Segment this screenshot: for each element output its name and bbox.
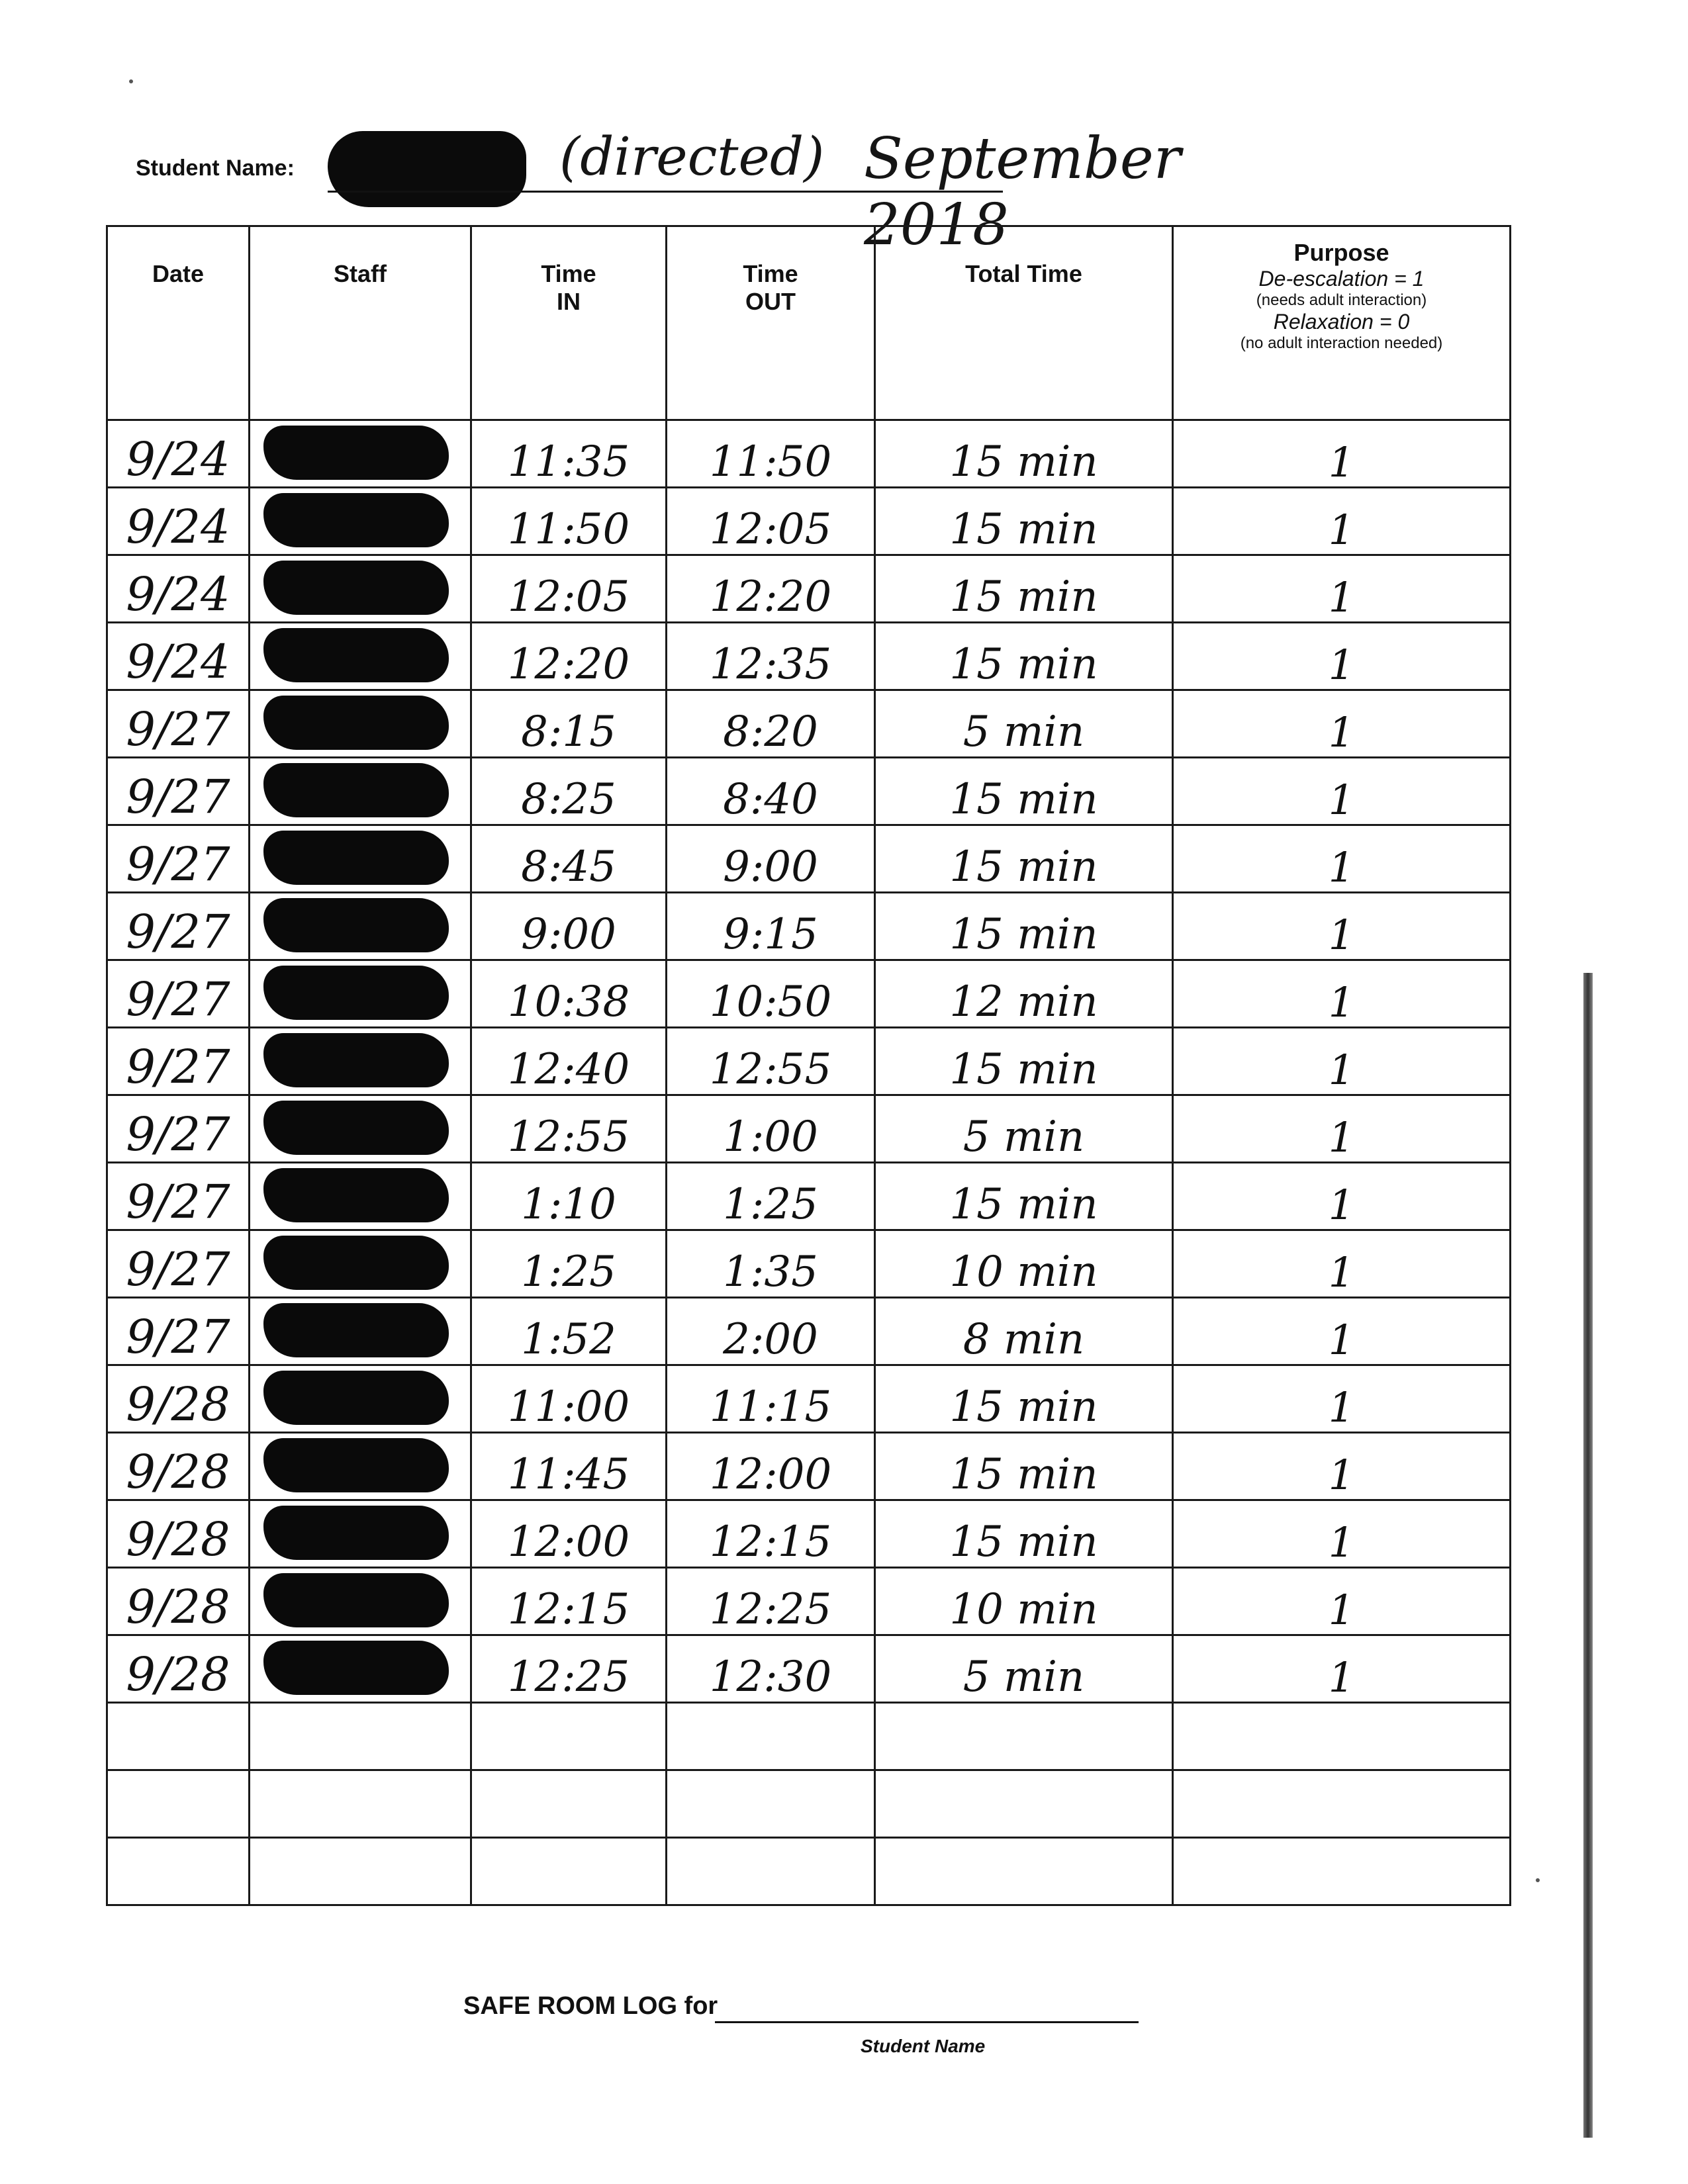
staff-cell — [250, 555, 471, 623]
redacted-staff-name — [263, 1371, 449, 1425]
staff-cell — [250, 825, 471, 893]
total-time-cell: 8 min — [875, 1298, 1173, 1365]
empty-cell — [875, 1703, 1173, 1770]
total-time-cell: 15 min — [875, 825, 1173, 893]
table-row — [107, 1028, 1511, 1095]
staff-cell — [250, 1095, 471, 1163]
staff-cell — [250, 1433, 471, 1500]
time-in-cell: 12:55 — [471, 1095, 667, 1163]
table-row — [107, 1500, 1511, 1568]
total-time-cell: 10 min — [875, 1230, 1173, 1298]
staff-cell — [250, 1365, 471, 1433]
empty-cell — [107, 1770, 250, 1838]
total-time-cell: 15 min — [875, 893, 1173, 960]
redacted-staff-name — [263, 1101, 449, 1155]
staff-cell — [250, 1635, 471, 1703]
footer-underline — [715, 2021, 1139, 2023]
purpose-cell: 1 — [1173, 1635, 1511, 1703]
footer — [463, 1992, 1192, 2071]
total-time-cell: 15 min — [875, 1500, 1173, 1568]
purpose-cell: 1 — [1173, 758, 1511, 825]
empty-cell — [471, 1770, 667, 1838]
col-time-out: Time OUT — [667, 226, 875, 420]
table-row — [107, 1635, 1511, 1703]
table-header-row — [107, 226, 1511, 420]
table-row — [107, 488, 1511, 555]
empty-cell — [667, 1838, 875, 1905]
table-row — [107, 758, 1511, 825]
empty-row — [107, 1703, 1511, 1770]
empty-cell — [875, 1770, 1173, 1838]
time-in-cell: 1:25 — [471, 1230, 667, 1298]
date-cell: 9/24 — [107, 623, 250, 690]
staff-cell — [250, 1298, 471, 1365]
time-out-cell: 12:25 — [667, 1568, 875, 1635]
scan-speck — [129, 79, 133, 83]
redacted-staff-name — [263, 1573, 449, 1627]
staff-cell — [250, 758, 471, 825]
staff-cell — [250, 1163, 471, 1230]
time-in-cell: 12:00 — [471, 1500, 667, 1568]
time-out-cell: 1:25 — [667, 1163, 875, 1230]
total-time-cell: 15 min — [875, 555, 1173, 623]
purpose-cell: 1 — [1173, 555, 1511, 623]
table-row — [107, 1568, 1511, 1635]
purpose-cell: 1 — [1173, 825, 1511, 893]
total-time-cell: 5 min — [875, 690, 1173, 758]
empty-cell — [1173, 1770, 1511, 1838]
purpose-cell: 1 — [1173, 1028, 1511, 1095]
purpose-cell: 1 — [1173, 623, 1511, 690]
total-time-cell: 12 min — [875, 960, 1173, 1028]
col-date: Date — [107, 226, 250, 420]
total-time-cell: 15 min — [875, 623, 1173, 690]
time-out-cell: 1:35 — [667, 1230, 875, 1298]
purpose-cell: 1 — [1173, 1365, 1511, 1433]
total-time-cell: 15 min — [875, 1028, 1173, 1095]
redacted-student-name — [328, 131, 526, 207]
purpose-cell: 1 — [1173, 1095, 1511, 1163]
col-purpose: Purpose De-escalation = 1 (needs adult interaction) Relaxation = 0 (no adult interaction needed) — [1173, 226, 1511, 420]
empty-cell — [1173, 1838, 1511, 1905]
staff-cell — [250, 420, 471, 488]
purpose-cell: 1 — [1173, 1433, 1511, 1500]
purpose-cell: 1 — [1173, 1298, 1511, 1365]
time-in-cell: 12:15 — [471, 1568, 667, 1635]
date-cell: 9/24 — [107, 420, 250, 488]
student-name-label: Student Name: — [136, 156, 295, 181]
staff-cell — [250, 1500, 471, 1568]
empty-row — [107, 1838, 1511, 1905]
total-time-cell: 10 min — [875, 1568, 1173, 1635]
time-in-cell: 8:45 — [471, 825, 667, 893]
redacted-staff-name — [263, 426, 449, 480]
empty-cell — [471, 1703, 667, 1770]
table-row — [107, 1433, 1511, 1500]
time-in-cell: 12:20 — [471, 623, 667, 690]
table-row — [107, 893, 1511, 960]
purpose-cell: 1 — [1173, 1230, 1511, 1298]
scan-edge-mark — [1583, 973, 1593, 2138]
purpose-cell: 1 — [1173, 1568, 1511, 1635]
empty-row — [107, 1770, 1511, 1838]
date-cell: 9/27 — [107, 1095, 250, 1163]
empty-cell — [250, 1703, 471, 1770]
purpose-cell: 1 — [1173, 893, 1511, 960]
time-in-cell: 12:25 — [471, 1635, 667, 1703]
purpose-cell: 1 — [1173, 1163, 1511, 1230]
time-out-cell: 8:20 — [667, 690, 875, 758]
date-cell: 9/27 — [107, 1163, 250, 1230]
time-out-cell: 12:30 — [667, 1635, 875, 1703]
time-in-cell: 12:05 — [471, 555, 667, 623]
staff-cell — [250, 1230, 471, 1298]
time-out-cell: 12:20 — [667, 555, 875, 623]
total-time-cell: 15 min — [875, 1433, 1173, 1500]
table-row — [107, 1230, 1511, 1298]
redacted-staff-name — [263, 1303, 449, 1357]
total-time-cell: 5 min — [875, 1095, 1173, 1163]
date-cell: 9/27 — [107, 1028, 250, 1095]
redacted-staff-name — [263, 696, 449, 750]
purpose-cell: 1 — [1173, 960, 1511, 1028]
time-out-cell: 8:40 — [667, 758, 875, 825]
date-cell: 9/27 — [107, 758, 250, 825]
time-in-cell: 11:50 — [471, 488, 667, 555]
safe-room-log-table — [106, 225, 1511, 1906]
time-in-cell: 12:40 — [471, 1028, 667, 1095]
empty-cell — [875, 1838, 1173, 1905]
table-row — [107, 1163, 1511, 1230]
redacted-staff-name — [263, 1168, 449, 1222]
time-in-cell: 1:10 — [471, 1163, 667, 1230]
staff-cell — [250, 1028, 471, 1095]
table-row — [107, 1365, 1511, 1433]
directed-note: (directed) — [559, 126, 825, 187]
date-cell: 9/28 — [107, 1365, 250, 1433]
time-out-cell: 2:00 — [667, 1298, 875, 1365]
footer-label: SAFE ROOM LOG for — [463, 1992, 718, 2020]
purpose-cell: 1 — [1173, 420, 1511, 488]
student-name-line — [136, 126, 1327, 258]
time-in-cell: 8:25 — [471, 758, 667, 825]
empty-cell — [471, 1838, 667, 1905]
table-row — [107, 555, 1511, 623]
date-cell: 9/28 — [107, 1433, 250, 1500]
total-time-cell: 5 min — [875, 1635, 1173, 1703]
time-in-cell: 11:00 — [471, 1365, 667, 1433]
time-out-cell: 9:15 — [667, 893, 875, 960]
table-row — [107, 1095, 1511, 1163]
staff-cell — [250, 623, 471, 690]
time-in-cell: 8:15 — [471, 690, 667, 758]
staff-cell — [250, 1568, 471, 1635]
date-cell: 9/27 — [107, 690, 250, 758]
time-out-cell: 12:55 — [667, 1028, 875, 1095]
purpose-cell: 1 — [1173, 690, 1511, 758]
purpose-cell: 1 — [1173, 1500, 1511, 1568]
month-note: September 2018 — [864, 126, 1181, 258]
total-time-cell: 15 min — [875, 758, 1173, 825]
time-out-cell: 1:00 — [667, 1095, 875, 1163]
table-body — [107, 420, 1511, 1905]
footer-sub-label: Student Name — [861, 2036, 986, 2056]
empty-cell — [667, 1770, 875, 1838]
total-time-cell: 15 min — [875, 488, 1173, 555]
scan-speck — [1536, 1878, 1540, 1882]
redacted-staff-name — [263, 628, 449, 682]
empty-cell — [107, 1703, 250, 1770]
time-out-cell: 9:00 — [667, 825, 875, 893]
time-in-cell: 9:00 — [471, 893, 667, 960]
redacted-staff-name — [263, 1236, 449, 1290]
date-cell: 9/28 — [107, 1635, 250, 1703]
col-time-in: Time IN — [471, 226, 667, 420]
table-row — [107, 420, 1511, 488]
total-time-cell: 15 min — [875, 420, 1173, 488]
staff-cell — [250, 960, 471, 1028]
table-row — [107, 623, 1511, 690]
date-cell: 9/27 — [107, 893, 250, 960]
table-row — [107, 690, 1511, 758]
date-cell: 9/28 — [107, 1500, 250, 1568]
total-time-cell: 15 min — [875, 1365, 1173, 1433]
purpose-cell: 1 — [1173, 488, 1511, 555]
date-cell: 9/27 — [107, 960, 250, 1028]
redacted-staff-name — [263, 966, 449, 1020]
time-out-cell: 12:00 — [667, 1433, 875, 1500]
date-cell: 9/27 — [107, 1230, 250, 1298]
time-out-cell: 12:05 — [667, 488, 875, 555]
col-staff: Staff — [250, 226, 471, 420]
date-cell: 9/24 — [107, 488, 250, 555]
time-in-cell: 11:35 — [471, 420, 667, 488]
staff-cell — [250, 690, 471, 758]
time-out-cell: 10:50 — [667, 960, 875, 1028]
table-row — [107, 1298, 1511, 1365]
redacted-staff-name — [263, 1506, 449, 1560]
redacted-staff-name — [263, 1641, 449, 1695]
empty-cell — [250, 1838, 471, 1905]
redacted-staff-name — [263, 493, 449, 547]
date-cell: 9/27 — [107, 1298, 250, 1365]
date-cell: 9/28 — [107, 1568, 250, 1635]
date-cell: 9/24 — [107, 555, 250, 623]
table-row — [107, 825, 1511, 893]
time-in-cell: 11:45 — [471, 1433, 667, 1500]
time-out-cell: 12:15 — [667, 1500, 875, 1568]
time-out-cell: 11:15 — [667, 1365, 875, 1433]
empty-cell — [107, 1838, 250, 1905]
redacted-staff-name — [263, 1438, 449, 1492]
redacted-staff-name — [263, 1033, 449, 1087]
empty-cell — [250, 1770, 471, 1838]
redacted-staff-name — [263, 763, 449, 817]
redacted-staff-name — [263, 831, 449, 885]
redacted-staff-name — [263, 898, 449, 952]
time-in-cell: 10:38 — [471, 960, 667, 1028]
staff-cell — [250, 488, 471, 555]
time-out-cell: 11:50 — [667, 420, 875, 488]
staff-cell — [250, 893, 471, 960]
date-cell: 9/27 — [107, 825, 250, 893]
empty-cell — [667, 1703, 875, 1770]
time-in-cell: 1:52 — [471, 1298, 667, 1365]
total-time-cell: 15 min — [875, 1163, 1173, 1230]
empty-cell — [1173, 1703, 1511, 1770]
col-total-time: Total Time — [875, 226, 1173, 420]
redacted-staff-name — [263, 561, 449, 615]
table-row — [107, 960, 1511, 1028]
time-out-cell: 12:35 — [667, 623, 875, 690]
